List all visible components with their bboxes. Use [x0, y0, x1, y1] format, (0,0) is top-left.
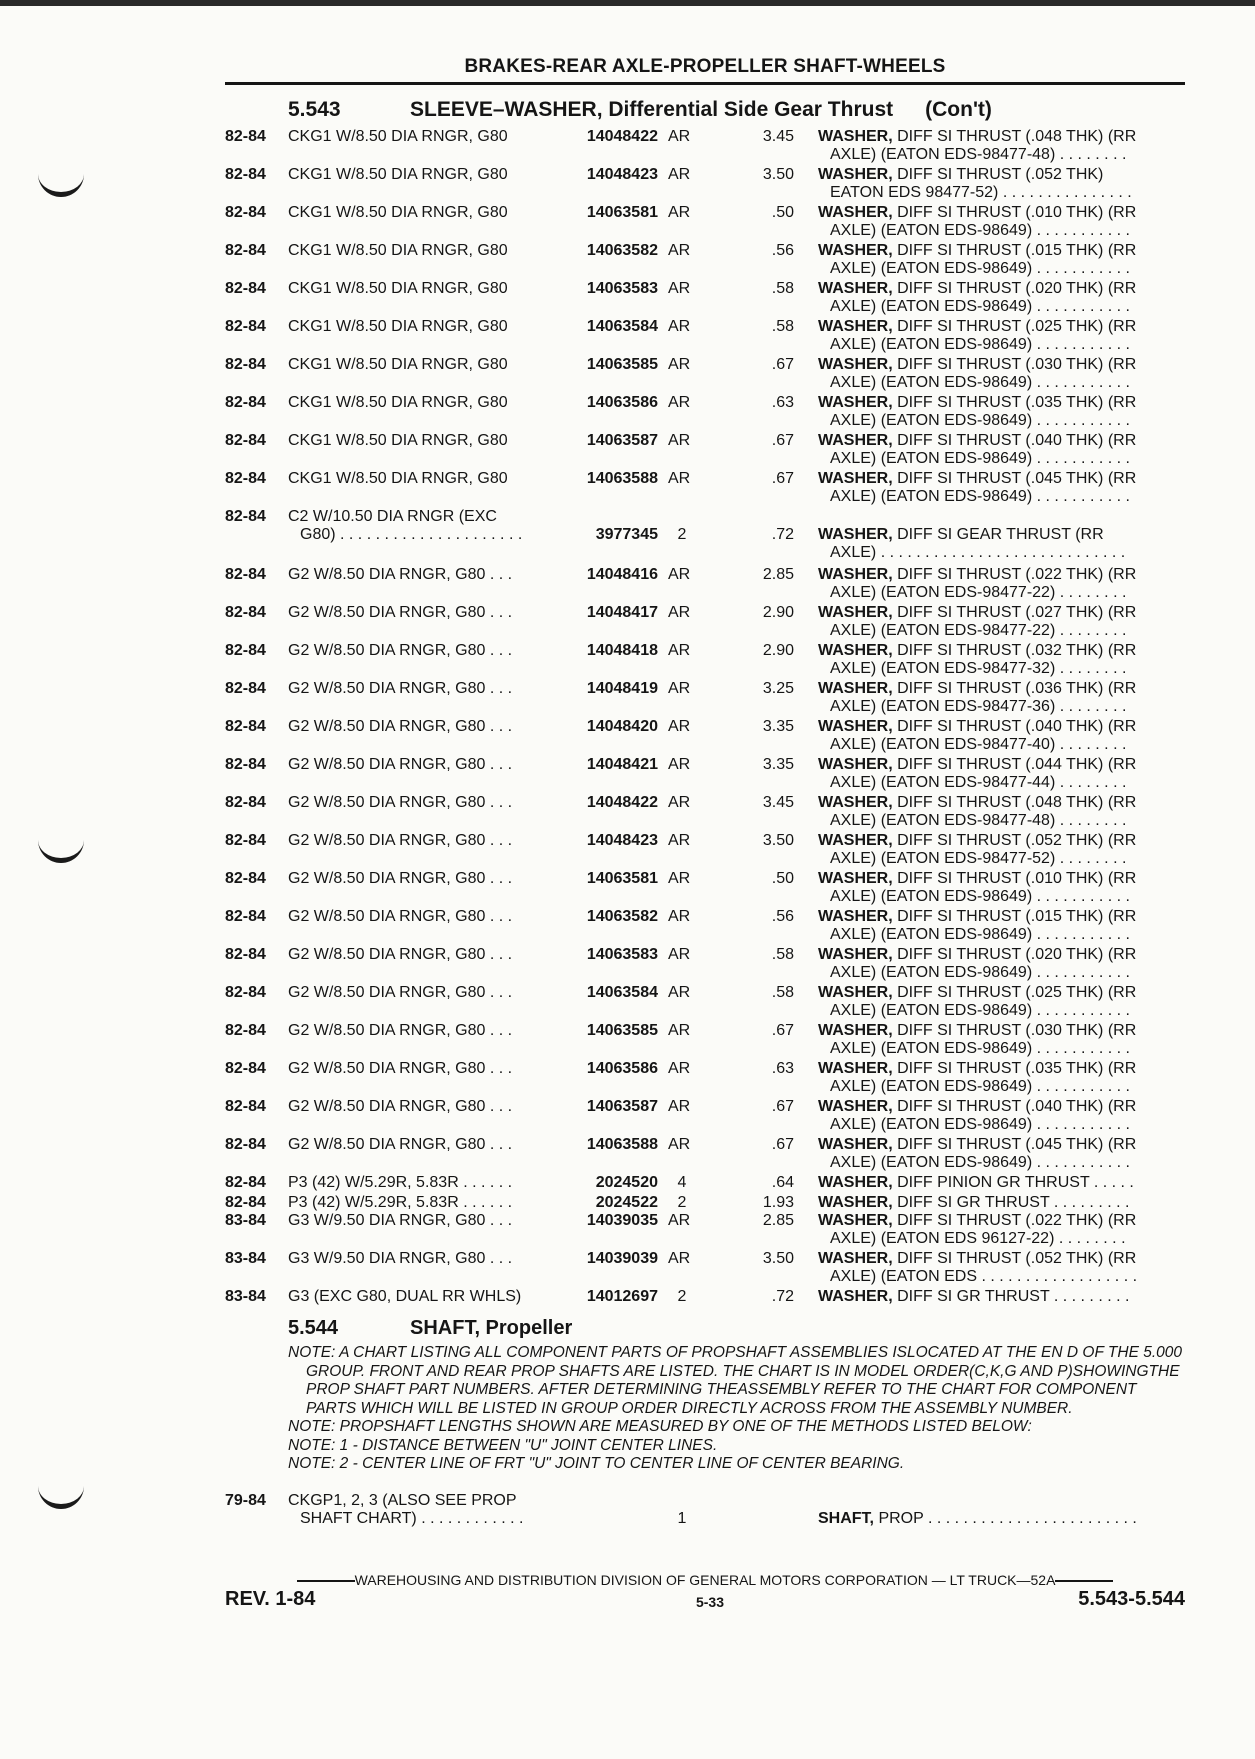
quantity: AR: [668, 1136, 691, 1153]
part-description: WASHER, DIFF PINION GR THRUST . . . . .: [818, 1174, 1134, 1191]
note: NOTE: 2 - CENTER LINE OF FRT "U" JOINT TO CENTER LINE OF CENTER BEARING.: [288, 1455, 905, 1472]
part-description: WASHER, DIFF SI THRUST (.045 THK) (RR AXLE) (EATON EDS-98649) . . . . . . . . . . .: [818, 470, 1137, 505]
price: .56: [771, 242, 794, 259]
year-range: 82-84: [225, 166, 266, 183]
quantity: AR: [668, 680, 691, 697]
year-range: 82-84: [225, 566, 266, 583]
year-range: 82-84: [225, 204, 266, 221]
part-number: 14039039: [586, 1250, 658, 1267]
part-description: WASHER, DIFF SI THRUST (.015 THK) (RR AXLE) (EATON EDS-98649) . . . . . . . . . . .: [818, 242, 1137, 277]
part-number: 14063585: [586, 1022, 658, 1039]
quantity: AR: [668, 1250, 691, 1267]
model-application: CKG1 W/8.50 DIA RNGR, G80: [288, 394, 508, 411]
year-range: 83-84: [225, 1288, 266, 1305]
quantity: AR: [668, 984, 691, 1001]
parts-row: [0, 166, 1255, 204]
parts-row: [0, 1022, 1255, 1060]
price: .67: [771, 1098, 794, 1115]
quantity: AR: [668, 280, 691, 297]
section-continued: (Con't): [925, 98, 992, 121]
year-range: 82-84: [225, 470, 266, 487]
part-description: WASHER, DIFF SI THRUST (.045 THK) (RR AXLE) (EATON EDS-98649) . . . . . . . . . . .: [818, 1136, 1137, 1171]
model-application: P3 (42) W/5.29R, 5.83R . . . . . .: [288, 1174, 513, 1191]
model-application: G2 W/8.50 DIA RNGR, G80 . . .: [288, 984, 513, 1001]
parts-row: [0, 1492, 1255, 1532]
parts-row: [0, 1098, 1255, 1136]
price: 3.35: [762, 756, 794, 773]
price: .56: [771, 908, 794, 925]
part-description: WASHER, DIFF SI THRUST (.052 THK) (RR AXLE) (EATON EDS . . . . . . . . . . . . . . . . . .: [818, 1250, 1138, 1285]
part-description: WASHER, DIFF SI THRUST (.052 THK) (RR AXLE) (EATON EDS-98477-52) . . . . . . . .: [818, 832, 1137, 867]
price: 2.85: [762, 1212, 794, 1229]
quantity: AR: [668, 642, 691, 659]
year-range: 82-84: [225, 318, 266, 335]
footer-publisher-line: WAREHOUSING AND DISTRIBUTION DIVISION OF GENERAL MOTORS CORPORATION — LT TRUCK—52A: [225, 1572, 1185, 1588]
part-number: 14048423: [586, 832, 658, 849]
part-number: 14048417: [586, 604, 658, 621]
parts-row: [0, 870, 1255, 908]
part-number: 2024520: [595, 1174, 658, 1191]
part-number: 14063583: [586, 946, 658, 963]
model-application: CKG1 W/8.50 DIA RNGR, G80: [288, 280, 508, 297]
year-range: 82-84: [225, 680, 266, 697]
year-range: 79-84: [225, 1492, 266, 1509]
part-number: 14048421: [586, 756, 658, 773]
quantity: AR: [668, 1098, 691, 1115]
model-application: G2 W/8.50 DIA RNGR, G80 . . .: [288, 946, 513, 963]
price: 3.45: [762, 794, 794, 811]
quantity: AR: [668, 166, 691, 183]
part-number: 14063584: [586, 318, 658, 335]
part-number: 14048418: [586, 642, 658, 659]
part-number: 14048422: [586, 794, 658, 811]
quantity: AR: [668, 832, 691, 849]
parts-row: [0, 1174, 1255, 1194]
year-range: 82-84: [225, 908, 266, 925]
model-application: G2 W/8.50 DIA RNGR, G80 . . .: [288, 718, 513, 735]
quantity: AR: [668, 604, 691, 621]
price: .67: [771, 1022, 794, 1039]
year-range: 82-84: [225, 1022, 266, 1039]
part-description: WASHER, DIFF SI THRUST (.025 THK) (RR AXLE) (EATON EDS-98649) . . . . . . . . . . .: [818, 984, 1137, 1019]
model-application: G2 W/8.50 DIA RNGR, G80 . . .: [288, 794, 513, 811]
part-number: 14048419: [586, 680, 658, 697]
year-range: 82-84: [225, 984, 266, 1001]
model-application: G3 W/9.50 DIA RNGR, G80 . . .: [288, 1212, 513, 1229]
parts-row: [0, 432, 1255, 470]
year-range: 82-84: [225, 946, 266, 963]
parts-row: [0, 128, 1255, 166]
quantity: AR: [668, 470, 691, 487]
section-number: 5.543: [288, 98, 341, 121]
parts-row: [0, 1288, 1255, 1306]
quantity: 2: [677, 526, 687, 543]
part-description: WASHER, DIFF SI THRUST (.022 THK) (RR AXLE) (EATON EDS-98477-22) . . . . . . . .: [818, 566, 1137, 601]
model-application: G2 W/8.50 DIA RNGR, G80 . . .: [288, 870, 513, 887]
part-description: WASHER, DIFF SI THRUST (.015 THK) (RR AXLE) (EATON EDS-98649) . . . . . . . . . . .: [818, 908, 1137, 943]
part-number: 14039035: [586, 1212, 658, 1229]
part-number: 14063581: [586, 870, 658, 887]
quantity: AR: [668, 242, 691, 259]
page-number: 5-33: [695, 1594, 725, 1610]
quantity: AR: [668, 794, 691, 811]
quantity: AR: [668, 128, 691, 145]
part-description: WASHER, DIFF SI THRUST (.030 THK) (RR AXLE) (EATON EDS-98649) . . . . . . . . . . .: [818, 1022, 1137, 1057]
year-range: 82-84: [225, 432, 266, 449]
parts-row: [0, 642, 1255, 680]
part-description: WASHER, DIFF SI THRUST (.025 THK) (RR AXLE) (EATON EDS-98649) . . . . . . . . . . .: [818, 318, 1137, 353]
part-description: WASHER, DIFF SI THRUST (.022 THK) (RR AXLE) (EATON EDS 96127-22) . . . . . . . .: [818, 1212, 1137, 1247]
model-application: G2 W/8.50 DIA RNGR, G80 . . .: [288, 642, 513, 659]
part-description: WASHER, DIFF SI THRUST (.044 THK) (RR AXLE) (EATON EDS-98477-44) . . . . . . . .: [818, 756, 1137, 791]
model-application: CKG1 W/8.50 DIA RNGR, G80: [288, 242, 508, 259]
section-number: 5.544: [288, 1317, 339, 1339]
year-range: 82-84: [225, 794, 266, 811]
part-description: WASHER, DIFF SI GR THRUST . . . . . . . . .: [818, 1288, 1130, 1305]
year-range: 82-84: [225, 394, 266, 411]
model-application: G2 W/8.50 DIA RNGR, G80 . . .: [288, 1060, 513, 1077]
quantity: AR: [668, 756, 691, 773]
model-application: G2 W/8.50 DIA RNGR, G80 . . .: [288, 908, 513, 925]
parts-row: [0, 908, 1255, 946]
model-application: G2 W/8.50 DIA RNGR, G80 . . .: [288, 756, 513, 773]
part-number: 14063581: [586, 204, 658, 221]
model-application: CKG1 W/8.50 DIA RNGR, G80: [288, 318, 508, 335]
part-description: WASHER, DIFF SI THRUST (.040 THK) (RR AXLE) (EATON EDS-98477-40) . . . . . . . .: [818, 718, 1137, 753]
part-number: 14063582: [586, 242, 658, 259]
part-description: WASHER, DIFF SI THRUST (.040 THK) (RR AXLE) (EATON EDS-98649) . . . . . . . . . . .: [818, 1098, 1137, 1133]
quantity: AR: [668, 204, 691, 221]
parts-row: [0, 718, 1255, 756]
price: .58: [771, 280, 794, 297]
part-number: 14063582: [586, 908, 658, 925]
part-number: 14063588: [586, 1136, 658, 1153]
price: .67: [771, 432, 794, 449]
parts-row: [0, 508, 1255, 566]
year-range: 82-84: [225, 756, 266, 773]
part-number: 14048422: [586, 128, 658, 145]
revision-label: REV. 1-84: [225, 1588, 316, 1610]
part-number: 14063585: [586, 356, 658, 373]
year-range: 82-84: [225, 870, 266, 887]
price: 2.85: [762, 566, 794, 583]
quantity: AR: [668, 432, 691, 449]
model-application: G2 W/8.50 DIA RNGR, G80 . . .: [288, 1136, 513, 1153]
part-description: WASHER, DIFF SI THRUST (.048 THK) (RR AXLE) (EATON EDS-98477-48) . . . . . . . .: [818, 128, 1137, 163]
year-range: 82-84: [225, 128, 266, 145]
part-number: 14012697: [586, 1288, 658, 1305]
section-5-543-heading: [288, 98, 992, 122]
part-description: WASHER, DIFF SI THRUST (.030 THK) (RR AXLE) (EATON EDS-98649) . . . . . . . . . . .: [818, 356, 1137, 391]
part-number: 14048420: [586, 718, 658, 735]
section-title: SHAFT, Propeller: [410, 1317, 573, 1339]
parts-row: [0, 318, 1255, 356]
model-application: G2 W/8.50 DIA RNGR, G80 . . .: [288, 680, 513, 697]
year-range: 82-84: [225, 718, 266, 735]
parts-row: [0, 280, 1255, 318]
quantity: AR: [668, 1022, 691, 1039]
quantity: 1: [677, 1510, 687, 1527]
part-description: WASHER, DIFF SI THRUST (.035 THK) (RR AXLE) (EATON EDS-98649) . . . . . . . . . . .: [818, 1060, 1137, 1095]
top-edge-rule: [0, 0, 1255, 6]
year-range: 82-84: [225, 604, 266, 621]
price: .64: [771, 1174, 794, 1191]
part-description: WASHER, DIFF SI THRUST (.010 THK) (RR AXLE) (EATON EDS-98649) . . . . . . . . . . .: [818, 204, 1137, 239]
part-description: WASHER, DIFF SI THRUST (.010 THK) (RR AXLE) (EATON EDS-98649) . . . . . . . . . . .: [818, 870, 1137, 905]
price: .63: [771, 1060, 794, 1077]
year-range: 83-84: [225, 1212, 266, 1229]
parts-row: [0, 356, 1255, 394]
part-number: 14063586: [586, 1060, 658, 1077]
year-range: 82-84: [225, 832, 266, 849]
parts-row: [0, 832, 1255, 870]
header-rule: [225, 82, 1185, 85]
part-number: 14063584: [586, 984, 658, 1001]
model-application: C2 W/10.50 DIA RNGR (EXC G80) . . . . . . . . . . . . . . . . . . . . .: [288, 508, 523, 543]
price: .67: [771, 1136, 794, 1153]
parts-row: [0, 242, 1255, 280]
part-number: 14063588: [586, 470, 658, 487]
model-application: G2 W/8.50 DIA RNGR, G80 . . .: [288, 1022, 513, 1039]
quantity: 2: [677, 1194, 687, 1211]
price: .50: [771, 870, 794, 887]
year-range: 82-84: [225, 242, 266, 259]
quantity: 4: [677, 1174, 687, 1191]
part-description: WASHER, DIFF SI THRUST (.040 THK) (RR AXLE) (EATON EDS-98649) . . . . . . . . . . .: [818, 432, 1137, 467]
part-number: 14048423: [586, 166, 658, 183]
model-application: CKG1 W/8.50 DIA RNGR, G80: [288, 166, 508, 183]
part-description: SHAFT, PROP . . . . . . . . . . . . . . . . . . . . . . . .: [818, 1510, 1137, 1527]
part-description: WASHER, DIFF SI THRUST (.052 THK) EATON EDS 98477-52) . . . . . . . . . . . . . . .: [818, 166, 1132, 201]
part-number: 14048416: [586, 566, 658, 583]
part-number: 3977345: [595, 526, 658, 543]
parts-row: [0, 1250, 1255, 1288]
model-application: CKG1 W/8.50 DIA RNGR, G80: [288, 356, 508, 373]
part-description: WASHER, DIFF SI GR THRUST . . . . . . . . .: [818, 1194, 1130, 1211]
part-description: WASHER, DIFF SI THRUST (.020 THK) (RR AXLE) (EATON EDS-98649) . . . . . . . . . . .: [818, 280, 1137, 315]
price: 1.93: [762, 1194, 794, 1211]
model-application: CKG1 W/8.50 DIA RNGR, G80: [288, 470, 508, 487]
price: .67: [771, 356, 794, 373]
parts-row: [0, 204, 1255, 242]
year-range: 82-84: [225, 508, 266, 525]
model-application: P3 (42) W/5.29R, 5.83R . . . . . .: [288, 1194, 513, 1211]
parts-row: [0, 680, 1255, 718]
price: .67: [771, 470, 794, 487]
section-notes: [288, 1344, 1188, 1474]
quantity: AR: [668, 718, 691, 735]
part-description: WASHER, DIFF SI THRUST (.020 THK) (RR AXLE) (EATON EDS-98649) . . . . . . . . . . .: [818, 946, 1137, 981]
parts-row: [0, 1136, 1255, 1174]
year-range: 82-84: [225, 1060, 266, 1077]
year-range: 82-84: [225, 642, 266, 659]
section-5-544-heading: [288, 1317, 572, 1340]
section-title: SLEEVE–WASHER, Differential Side Gear Thrust: [410, 98, 894, 121]
part-number: 14063587: [586, 1098, 658, 1115]
year-range: 82-84: [225, 1098, 266, 1115]
price: 3.25: [762, 680, 794, 697]
note: NOTE: 1 - DISTANCE BETWEEN "U" JOINT CENTER LINES.: [288, 1436, 718, 1454]
price: .63: [771, 394, 794, 411]
price: .72: [771, 526, 794, 543]
model-application: G2 W/8.50 DIA RNGR, G80 . . .: [288, 604, 513, 621]
year-range: 82-84: [225, 1136, 266, 1153]
model-application: CKG1 W/8.50 DIA RNGR, G80: [288, 432, 508, 449]
model-application: G2 W/8.50 DIA RNGR, G80 . . .: [288, 566, 513, 583]
running-head: BRAKES-REAR AXLE-PROPELLER SHAFT-WHEELS: [464, 56, 946, 77]
parts-row: [0, 604, 1255, 642]
year-range: 82-84: [225, 356, 266, 373]
price: 3.50: [762, 1250, 794, 1267]
group-range: 5.543-5.544: [1078, 1588, 1185, 1610]
year-range: 82-84: [225, 1174, 266, 1191]
parts-list: [0, 128, 1255, 1306]
year-range: 82-84: [225, 280, 266, 297]
parts-row: [0, 794, 1255, 832]
parts-row: [0, 1194, 1255, 1212]
price: 3.35: [762, 718, 794, 735]
quantity: AR: [668, 566, 691, 583]
part-description: WASHER, DIFF SI THRUST (.048 THK) (RR AXLE) (EATON EDS-98477-48) . . . . . . . .: [818, 794, 1137, 829]
quantity: AR: [668, 1060, 691, 1077]
part-description: WASHER, DIFF SI GEAR THRUST (RR AXLE) . . . . . . . . . . . . . . . . . . . . . . . . . . . .: [818, 526, 1126, 561]
year-range: 82-84: [225, 1194, 266, 1211]
price: 3.50: [762, 166, 794, 183]
model-application: CKG1 W/8.50 DIA RNGR, G80: [288, 204, 508, 221]
parts-row: [0, 946, 1255, 984]
part-description: WASHER, DIFF SI THRUST (.027 THK) (RR AXLE) (EATON EDS-98477-22) . . . . . . . .: [818, 604, 1137, 639]
model-application: G3 (EXC G80, DUAL RR WHLS): [288, 1288, 522, 1305]
part-number: 2024522: [595, 1194, 658, 1211]
quantity: AR: [668, 356, 691, 373]
note: NOTE: PROPSHAFT LENGTHS SHOWN ARE MEASURED BY ONE OF THE METHODS LISTED BELOW:: [288, 1418, 1032, 1435]
model-application: CKGP1, 2, 3 (ALSO SEE PROP SHAFT CHART) . . . . . . . . . . . .: [288, 1492, 524, 1527]
model-application: G2 W/8.50 DIA RNGR, G80 . . .: [288, 832, 513, 849]
parts-row: [0, 470, 1255, 508]
part-description: WASHER, DIFF SI THRUST (.032 THK) (RR AXLE) (EATON EDS-98477-32) . . . . . . . .: [818, 642, 1137, 677]
part-number: 14063587: [586, 432, 658, 449]
quantity: AR: [668, 908, 691, 925]
price: 3.45: [762, 128, 794, 145]
parts-row: [0, 1212, 1255, 1250]
parts-row: [0, 1060, 1255, 1098]
price: 2.90: [762, 642, 794, 659]
quantity: 2: [677, 1288, 687, 1305]
quantity: AR: [668, 318, 691, 335]
year-range: 83-84: [225, 1250, 266, 1267]
quantity: AR: [668, 870, 691, 887]
price: 3.50: [762, 832, 794, 849]
quantity: AR: [668, 1212, 691, 1229]
price: .50: [771, 204, 794, 221]
model-application: CKG1 W/8.50 DIA RNGR, G80: [288, 128, 508, 145]
part-number: 14063583: [586, 280, 658, 297]
price: .58: [771, 946, 794, 963]
part-description: WASHER, DIFF SI THRUST (.036 THK) (RR AXLE) (EATON EDS-98477-36) . . . . . . . .: [818, 680, 1137, 715]
parts-row: [0, 566, 1255, 604]
price: 2.90: [762, 604, 794, 621]
price: .58: [771, 318, 794, 335]
parts-row: [0, 984, 1255, 1022]
quantity: AR: [668, 946, 691, 963]
price: .58: [771, 984, 794, 1001]
model-application: G3 W/9.50 DIA RNGR, G80 . . .: [288, 1250, 513, 1267]
quantity: AR: [668, 394, 691, 411]
note: NOTE: A CHART LISTING ALL COMPONENT PARTS OF PROPSHAFT ASSEMBLIES ISLOCATED AT THE EN D OF THE 5.000 GROUP. FRONT AND REAR PROP SHAFTS ARE LISTED. THE CHART IS IN MODEL ORDER(C,K,G AND P)SHOWINGTHE PROP SHAFT PART NUMBERS. AFTER DETERMINING THEASSEMBLY REFER TO THE CHART FOR COMPONENT PARTS WHICH WILL BE LISTED IN GROUP ORDER DIRECTLY ACROSS FROM THE ASSEMBLY NUMBER.: [288, 1344, 1183, 1417]
parts-row: [0, 756, 1255, 794]
price: .72: [771, 1288, 794, 1305]
parts-row: [0, 394, 1255, 432]
part-number: 14063586: [586, 394, 658, 411]
model-application: G2 W/8.50 DIA RNGR, G80 . . .: [288, 1098, 513, 1115]
part-description: WASHER, DIFF SI THRUST (.035 THK) (RR AXLE) (EATON EDS-98649) . . . . . . . . . . .: [818, 394, 1137, 429]
